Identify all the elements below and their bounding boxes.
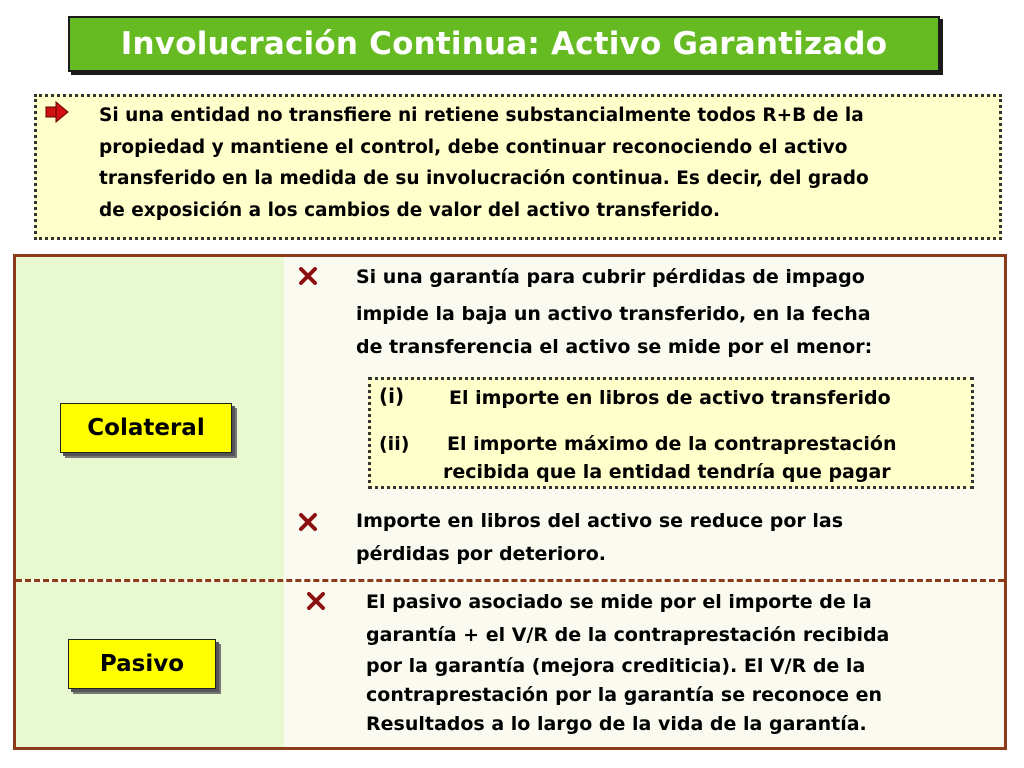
title-banner (68, 16, 940, 72)
intro-line: Si una entidad no transfiere ni retiene substancialmente todos R+B de la (99, 105, 864, 126)
text-line: contraprestación por la garantía se reconoce en (366, 684, 883, 706)
measurement-options-box (368, 377, 974, 489)
colateral-label: Colateral (60, 403, 232, 453)
text-line: El pasivo asociado se mide por el importe de la (366, 591, 872, 613)
main-table (13, 254, 1007, 750)
pasivo-label-cell (16, 582, 284, 747)
text-line: Importe en libros del activo se reduce por las (356, 510, 844, 532)
colateral-bullet-2 (356, 505, 996, 571)
text-line: garantía + el V/R de la contraprestación recibida (366, 624, 890, 646)
colateral-content-cell (284, 257, 1004, 579)
colateral-bullet-1 (356, 261, 996, 364)
option-ii-text-line2: recibida que la entidad tendría que pagar (443, 461, 891, 483)
colateral-label-cell (16, 257, 284, 579)
option-i-marker: (i) (379, 384, 405, 408)
page-title: Involucración Continua: Activo Garantizado (120, 26, 888, 62)
right-arrow-icon (45, 101, 69, 129)
intro-line: de exposición a los cambios de valor del activo transferido. (99, 199, 721, 221)
x-mark-icon (306, 592, 326, 613)
text-line: de transferencia el activo se mide por el menor: (356, 336, 873, 358)
pasivo-row (16, 582, 1004, 747)
text-line: Resultados a lo largo de la vida de la garantía. (366, 713, 867, 735)
option-i-text: El importe en libros de activo transferido (449, 387, 891, 409)
text-line: impide la baja un activo transferido, en la fecha (356, 303, 871, 325)
text-line: por la garantía (mejora crediticia). El V/R de la (366, 655, 866, 677)
option-ii-text-line1: El importe máximo de la contraprestación (447, 433, 897, 455)
text-line: pérdidas por deterioro. (356, 543, 606, 565)
intro-line: transferido en la medida de su involucración continua. Es decir, del grado (99, 168, 869, 189)
option-ii-marker: (ii) (379, 433, 410, 455)
x-mark-icon (298, 267, 318, 288)
x-mark-icon (298, 513, 318, 534)
text-line: Si una garantía para cubrir pérdidas de impago (356, 266, 865, 288)
intro-box (34, 94, 1002, 240)
colateral-row (16, 257, 1004, 579)
pasivo-content-cell (284, 582, 1004, 747)
intro-text (99, 100, 991, 226)
intro-line: propiedad y mantiene el control, debe continuar reconociendo el activo (99, 136, 848, 158)
pasivo-bullet-1 (366, 586, 1006, 738)
pasivo-label: Pasivo (68, 639, 216, 689)
